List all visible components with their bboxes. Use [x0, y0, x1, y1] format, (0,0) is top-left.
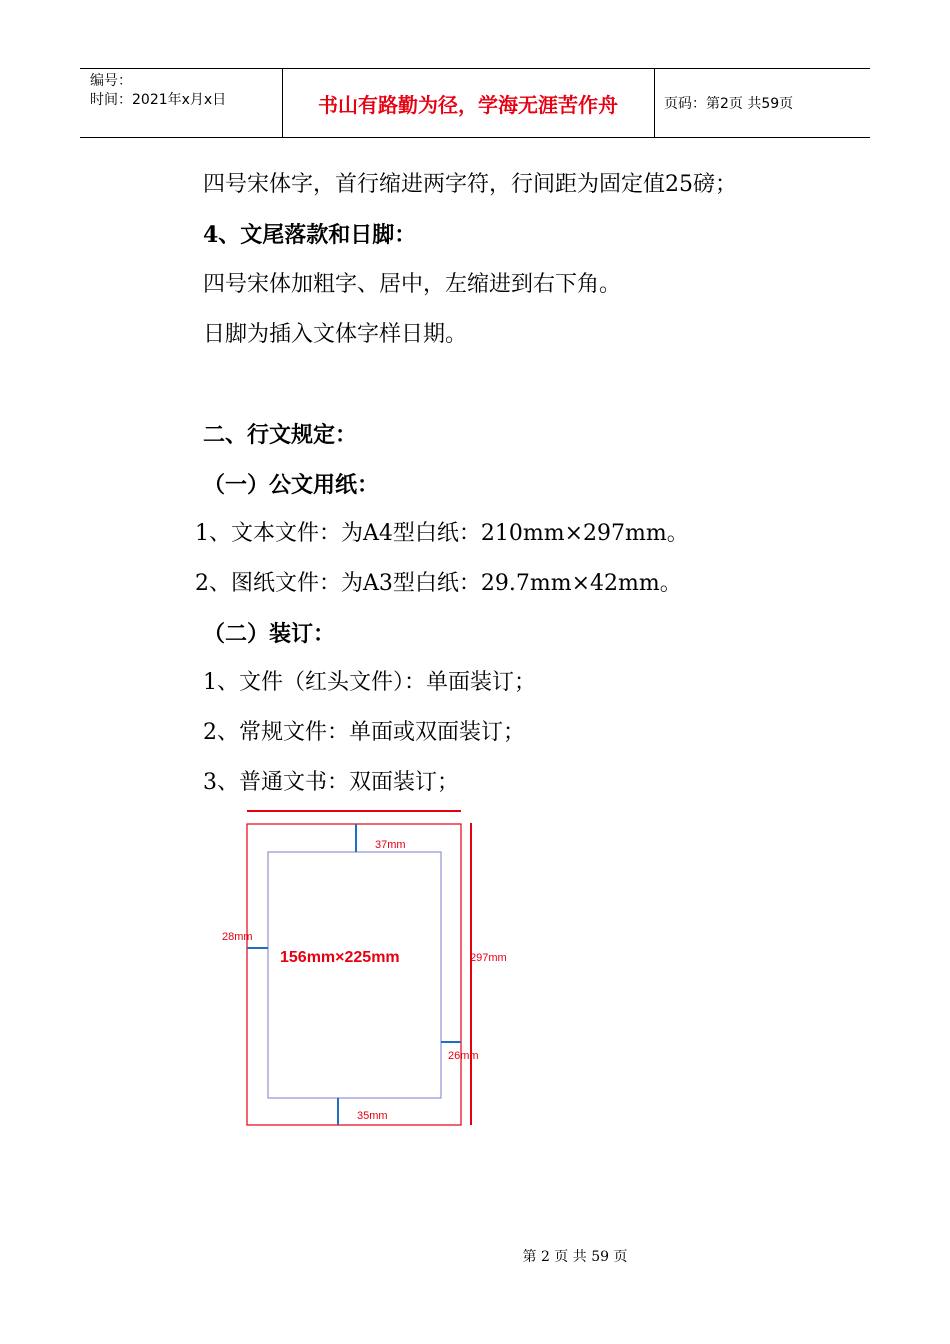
right-margin-label: 26mm	[448, 1050, 479, 1062]
section-heading-rules: 二、行文规定：	[203, 422, 358, 448]
content-area-outline	[268, 852, 441, 1098]
page-footer	[0, 1246, 950, 1266]
header-motto: 书山有路勤为径，学海无涯苦作舟	[282, 69, 655, 137]
time-label: 时间：2021年x月x日	[90, 92, 227, 108]
header-page-info: 页码：第2页 共59页	[664, 96, 794, 112]
list-item-a3: 2、图纸文件：为A3型白纸：29.7mm×42mm。	[195, 571, 682, 596]
list-item-regular: 2、常规文件：单面或双面装订；	[203, 720, 525, 745]
section-heading-footer: 4、文尾落款和日脚：	[203, 222, 417, 248]
bottom-margin-label: 35mm	[357, 1110, 388, 1122]
body-line-signature: 四号宋体加粗字、居中，左缩进到右下角。	[203, 272, 622, 297]
content-size-label: 156mm×225mm	[280, 949, 400, 966]
left-margin-label: 28mm	[222, 931, 253, 943]
number-label: 编号：	[90, 73, 132, 89]
body-line-font-spec: 四号宋体字，首行缩进两字符，行间距为固定值25磅；	[203, 172, 737, 197]
subheading-paper: （一）公文用纸：	[203, 472, 380, 498]
list-item-general: 3、普通文书：双面装订；	[203, 770, 459, 795]
top-margin-label: 37mm	[375, 839, 406, 851]
list-item-red-header: 1、文件（红头文件）：单面装订；	[203, 670, 536, 695]
paper-outline	[247, 824, 461, 1125]
list-item-a4: 1、文本文件：为A4型白纸：210mm×297mm。	[195, 521, 689, 546]
footer-page-number: 第 2 页 共 59 页	[522, 1249, 628, 1265]
body-line-date: 日脚为插入文体字样日期。	[203, 322, 468, 347]
subheading-binding: （二）装订：	[203, 621, 336, 647]
height-label: 297mm	[470, 952, 507, 964]
